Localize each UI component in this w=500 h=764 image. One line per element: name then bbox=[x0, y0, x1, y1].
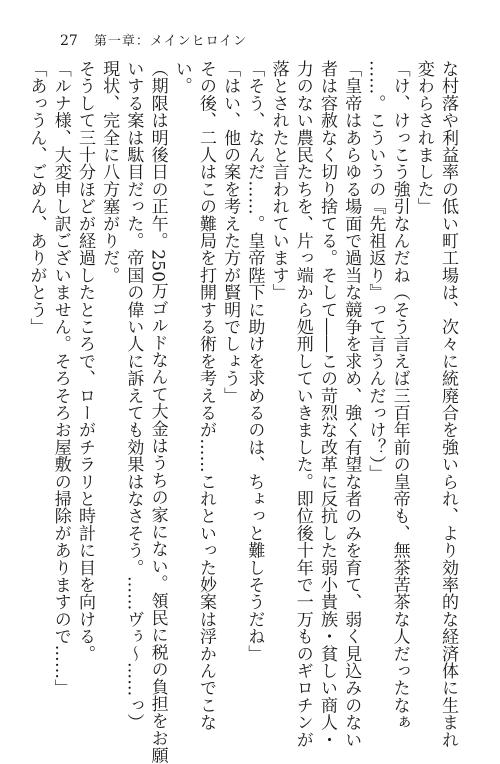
text-line: 「そう、なんだ……。皇帝陛下に助けを求めるのは、ちょっと難しそうだね」 bbox=[244, 60, 265, 662]
text-line: 「ルナ様、大変申し訳ございません。そろそろお屋敷の掃除がありますので……」 bbox=[50, 60, 71, 697]
text-line: 「け、けっこう強引なんだね（そう言えば三百年前の皇帝も、無茶苦茶な人だったなぁ bbox=[389, 60, 410, 731]
text-line: いする案は駄目だった。帝国の偉い人に訴えても効果はなさそう。……ヴぅ～……っ） bbox=[123, 60, 144, 731]
text-line: その後、二人はこの難局を打開する術を考えるが……これといった妙案は浮かんでこな bbox=[195, 60, 216, 731]
page-number: 27 bbox=[60, 33, 78, 49]
text-line: 現状、完全に八方塞がりだ。 bbox=[99, 60, 120, 284]
text-line: 「皇帝はあらゆる場面で過当な競争を求め、強く有望な者のみを育て、弱く見込みのない bbox=[341, 60, 362, 748]
text-line: 「あっうん、ごめん、ありがとう」 bbox=[26, 60, 47, 336]
text-line: ……。こういうの『先祖返り』って言うんだっけ？）」 bbox=[365, 60, 386, 482]
text-line: 力のない農民たちを、片っ端から処刑していきました。即位後十年で一万ものギロチンが bbox=[292, 60, 313, 748]
body-text bbox=[26, 60, 460, 764]
chapter-title: 第一章：メインヒロイン bbox=[93, 34, 248, 49]
text-line: 落とされたと言われています」 bbox=[268, 60, 289, 301]
text-line: そうして三十分ほどが経過したところで、ローがチラリと時計に目を向ける。 bbox=[74, 60, 95, 662]
text-line: 「はい、他の案を考えた方が賢明でしょう」 bbox=[220, 60, 241, 404]
text-line: 者は容赦なく切り捨てる。そして――この苛烈な改革に反抗した弱小貴族・貧しい商人・ bbox=[316, 60, 337, 748]
text-line: （期限は明後日の正午。250万ゴルドなんて大金はうちの家にない。領民に税の負担をお願 bbox=[147, 60, 168, 764]
text-line: な村落や利益率の低い町工場は、次々に統廃合を強いられ、より効率的な経済体に生まれ bbox=[438, 60, 458, 748]
page-header bbox=[60, 30, 247, 52]
text-line: 変わらされました」 bbox=[413, 60, 434, 215]
text-line: い。 bbox=[171, 60, 192, 95]
